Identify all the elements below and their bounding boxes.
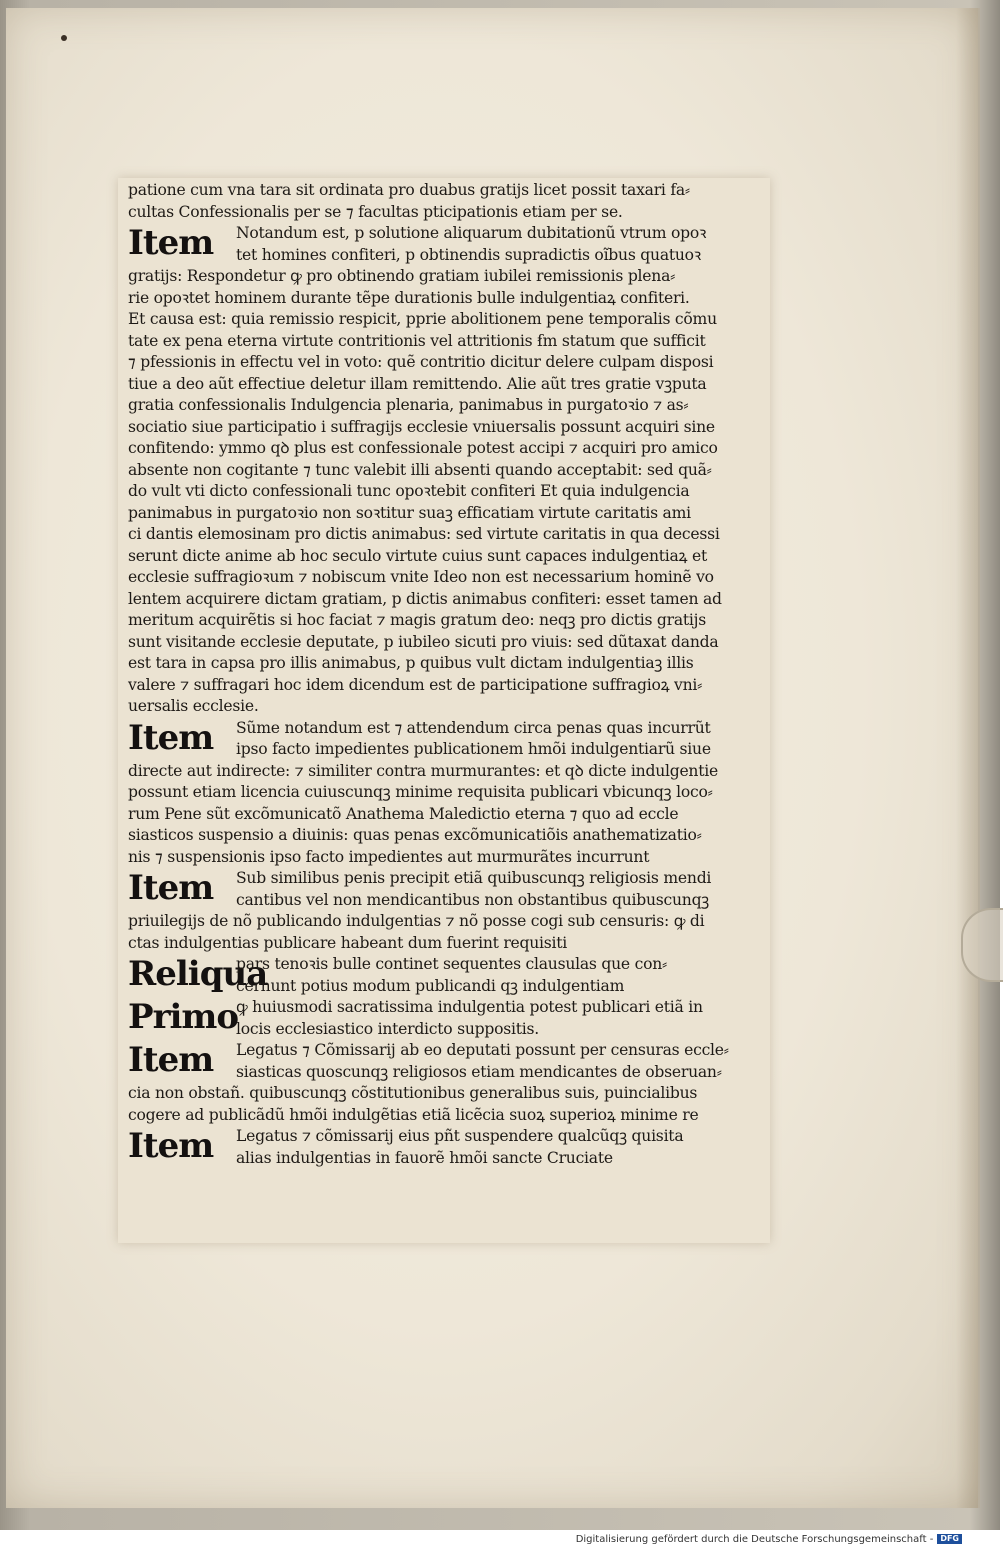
text-line: cantibus vel non mendicantibus non obstantibus quibuscunqꝫ <box>236 890 710 909</box>
text-line: rum Pene sũt excõmunicatõ Anathema Maledictio eterna ⁊ quo ad eccle <box>128 804 679 823</box>
text-line: ⁊ pfessionis in effectu vel in voto: quẽ contritio dicitur delere culpam disposi <box>128 353 714 371</box>
text-line: tate ex pena eterna virtute contritionis vel attritionis ẜm statum que sufficit <box>128 331 706 350</box>
text-line: cultas Confessionalis per se ⁊ facultas pticipationis etiam per se. <box>128 202 623 221</box>
text-line: siasticos suspensio a diuinis: quas penas excõmunicatiõis anathematizatio⸗ <box>128 826 702 844</box>
text-line: do vult vti dicto confessionali tunc opoꝛtebit confiteri Et quia indulgencia <box>128 482 690 500</box>
section-initial: Primo <box>128 997 239 1037</box>
text-line: Sũme notandum est ⁊ attendendum circa penas quas incurrũt <box>236 718 711 737</box>
text-line: directe aut indirecte: ⁊ similiter contra murmurantes: et qꝺ dicte indulgentie <box>128 761 718 780</box>
text-line: Notandum est, p solutione aliquarum dubitationũ vtrum opoꝛ <box>236 224 707 242</box>
text-line: siasticas quoscunqꝫ religiosos etiam mendicantes de obseruan⸗ <box>236 1062 722 1081</box>
text-line: Sub similibus penis precipit etiã quibuscunqꝫ religiosis mendi <box>236 869 712 887</box>
text-line: meritum acquirẽtis si hoc faciat ⁊ magis gratum deo: neqꝫ pro dictis gratijs <box>128 611 707 629</box>
text-line: alias indulgentias in fauorẽ hmõi sancte Cruciate <box>236 1148 613 1167</box>
text-line: uersalis ecclesie. <box>128 697 259 715</box>
section-item-2 <box>128 718 768 761</box>
text-line: nis ⁊ suspensionis ipso facto impedientes aut murmurãtes incurrunt <box>128 847 650 866</box>
page-edge-shadow <box>956 8 978 1508</box>
text-line: panimabus in purgatoꝛio non soꝛtitur suaꝫ efficatiam virtute caritatis ami <box>128 503 691 522</box>
section-initial: Item <box>128 1126 214 1166</box>
text-line: possunt etiam licencia cuiuscunqꝫ minime requisita publicari vbicunqꝫ loco⸗ <box>128 783 713 801</box>
digitization-credit <box>576 1534 962 1544</box>
text-line: pars tenoꝛis bulle continet sequentes clausulas que con⸗ <box>236 955 667 973</box>
section-initial: Reliqua <box>128 954 268 994</box>
text-line: Et causa est: quia remissio respicit, pprie abolitionem pene temporalis cõmu <box>128 310 717 328</box>
text-line: valere ⁊ suffragari hoc idem dicendum est de participatione suffragioꝝ vni⸗ <box>128 675 703 694</box>
text-line: Legatus ⁊ cõmissarij eius pñt suspendere qualcũqꝫ quisita <box>236 1127 684 1145</box>
text-line: est tara in capsa pro illis animabus, p quibus vult dictam indulgentiaꝫ illis <box>128 654 694 672</box>
text-line: Legatus ⁊ Cõmissarij ab eo deputati possunt per censuras eccle⸗ <box>236 1041 729 1059</box>
text-line: serunt dicte anime ab hoc seculo virtute cuius sunt capaces indulgentiaꝝ et <box>128 546 708 565</box>
text-line: ꝙ huiusmodi sacratissima indulgentia potest publicari etiã in <box>236 998 703 1016</box>
text-line: lentem acquirere dictam gratiam, p dictis animabus confiteri: esset tamen ad <box>128 589 722 608</box>
page-text <box>128 180 768 1169</box>
dfg-logo[interactable]: DFG <box>937 1534 962 1544</box>
text-line: ecclesie suffragioꝛum ⁊ nobiscum vnite Ideo non est necessarium hominẽ vo <box>128 568 714 586</box>
section-initial: Item <box>128 223 214 263</box>
text-line: ipso facto impedientes publicationem hmõi indulgentiarũ siue <box>236 740 711 758</box>
text-line: locis ecclesiastico interdicto suppositis. <box>236 1019 539 1038</box>
section-item-7 <box>128 1126 768 1169</box>
section-initial: Item <box>128 1040 214 1080</box>
text-line: cia non obstañ. quibuscunqꝫ cõstitutionibus generalibus suis, puincialibus <box>128 1084 698 1102</box>
section-item-6 <box>128 1040 768 1083</box>
section-item-3 <box>128 868 768 911</box>
text-line: gratia confessionalis Indulgencia plenaria, panimabus in purgatoꝛio ⁊ as⸗ <box>128 396 689 414</box>
text-line: cernunt potius modum publicandi qꝫ indulgentiam <box>236 976 625 995</box>
text-line: ci dantis elemosinam pro dictis animabus: sed virtute caritatis in qua decessi <box>128 525 720 543</box>
section-item-5 <box>128 997 768 1040</box>
text-line: rie opoꝛtet hominem durante tẽpe durationis bulle indulgentiaꝝ confiteri. <box>128 288 690 307</box>
credit-text: Digitalisierung gefördert durch die Deutsche Forschungsgemeinschaft - <box>575 1533 934 1545</box>
text-line: cogere ad publicãdũ hmõi indulgẽtias etiã licẽcia suoꝝ superioꝝ minime re <box>128 1105 699 1124</box>
ink-dot <box>61 35 67 41</box>
text-line: sociatio siue participatio i suffragijs ecclesie vniuersalis possunt acquiri sine <box>128 417 715 436</box>
text-line: sunt visitande ecclesie deputate, p iubileo sicuti pro viuis: sed dũtaxat danda <box>128 632 719 651</box>
text-line: confitendo: ymmo qꝺ plus est confessionale potest accipi ⁊ acquiri pro amico <box>128 439 718 457</box>
section-initial: Item <box>128 717 214 758</box>
text-line: tiue a deo aũt effectiue deletur illam remittendo. Alie aũt tres gratie vꝫputa <box>128 374 707 393</box>
text-line: tet homines confiteri, p obtinendis supradictis oĩbus quatuoꝛ <box>236 245 701 264</box>
page-clip-mark <box>961 908 1003 982</box>
text-line: absente non cogitante ⁊ tunc valebit illi absenti quando acceptabit: sed quã⸗ <box>128 460 712 479</box>
text-line: priuilegijs de nõ publicando indulgentias ⁊ nõ posse cogi sub censuris: ꝙ di <box>128 912 705 930</box>
text-line: patione cum vna tara sit ordinata pro duabus gratijs licet possit taxari fa⸗ <box>128 181 690 199</box>
text-line: ctas indulgentias publicare habeant dum fuerint requisiti <box>128 933 568 952</box>
section-item-1 <box>128 223 768 266</box>
text-line: gratijs: Respondetur ꝙ pro obtinendo gratiam iubilei remissionis plena⸗ <box>128 267 676 285</box>
section-item-4 <box>128 954 768 997</box>
section-initial: Item <box>128 868 214 908</box>
